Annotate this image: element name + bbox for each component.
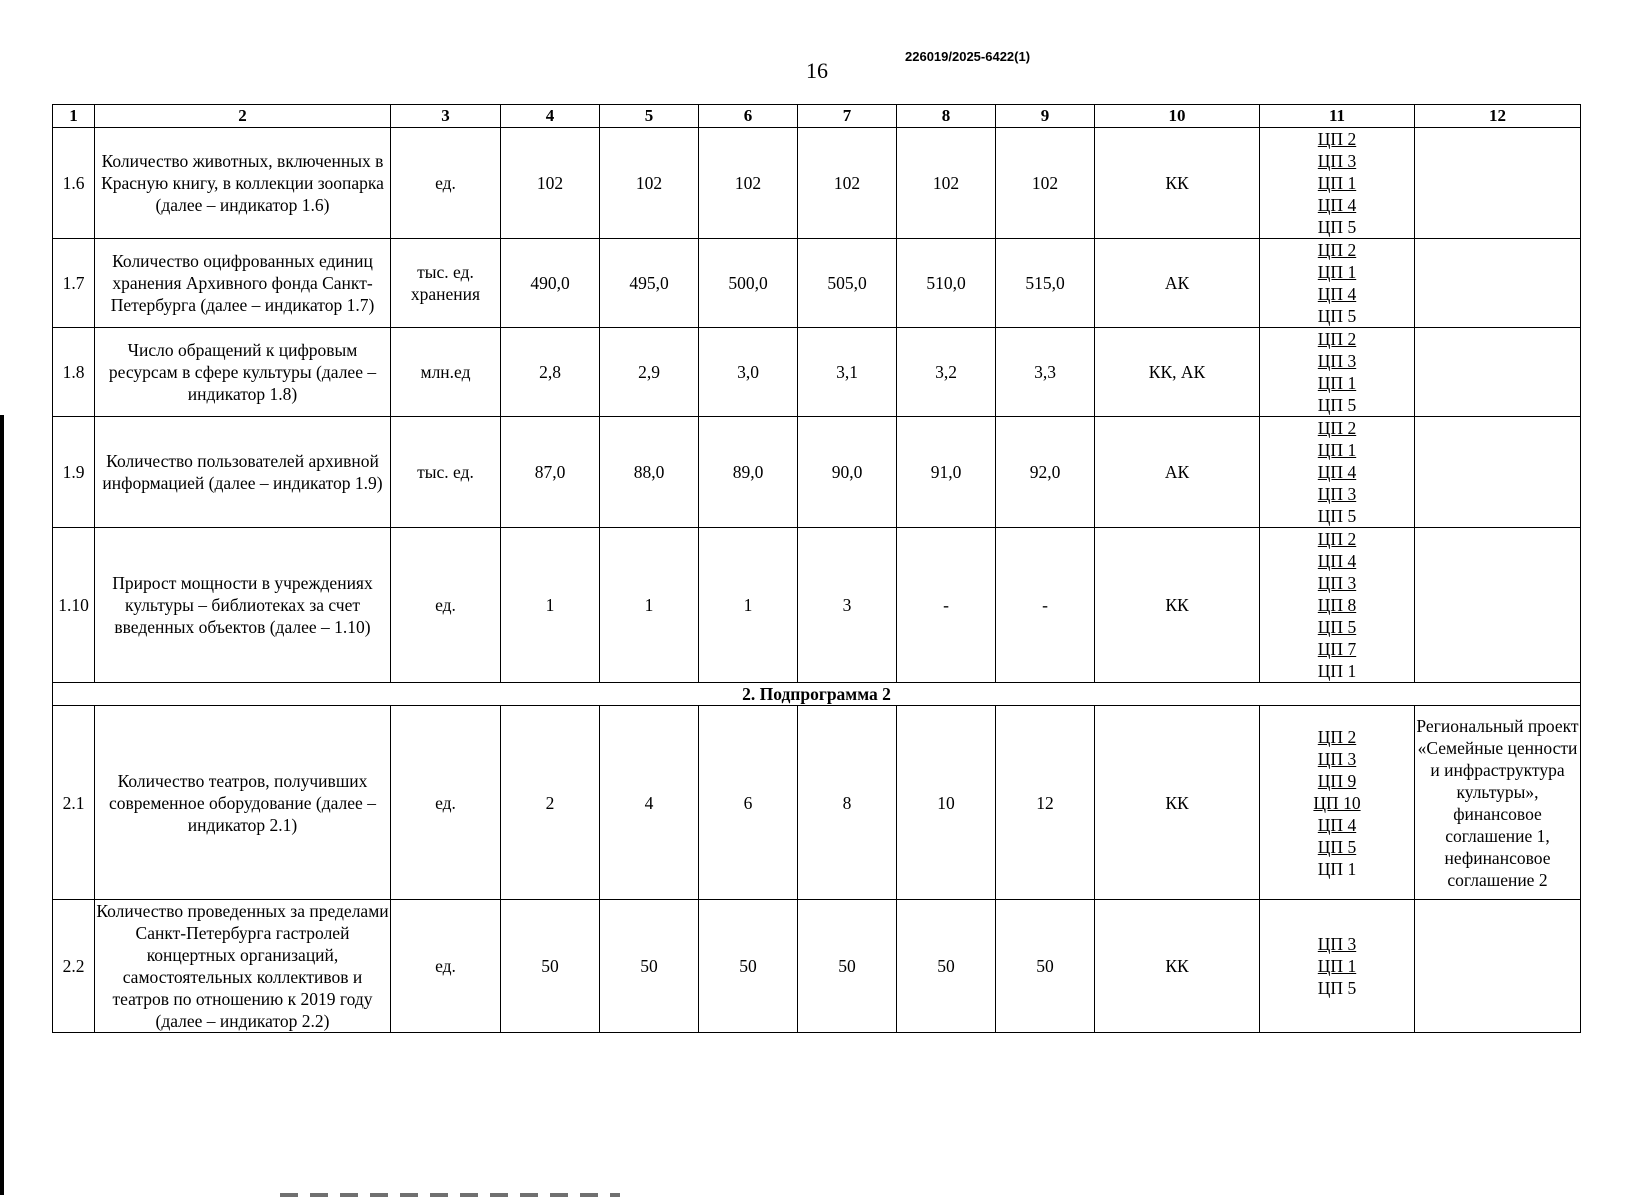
goal-indicator-item: ЦП 5 [1317,836,1357,857]
col-header-1: 1 [53,105,95,128]
goal-indicator-item: ЦП 8 [1317,595,1357,615]
table-row [53,239,1581,328]
table-row [53,528,1581,683]
value-col-7: 3,1 [798,328,897,417]
value-col-5: 88,0 [600,417,699,528]
indicator-number: 1.10 [53,528,95,683]
value-col-4: 87,0 [501,417,600,528]
col-header-8: 8 [897,105,996,128]
value-col-4: 50 [501,900,600,1033]
goal-indicator-item: ЦП 3 [1317,934,1357,954]
goal-indicator-item: ЦП 3 [1317,573,1357,593]
goal-indicator-item: ЦП 1 [1317,661,1357,681]
value-col-7: 505,0 [798,239,897,328]
value-col-5: 50 [600,900,699,1033]
goal-indicator-item: ЦП 1 [1317,858,1357,879]
value-col-4: 490,0 [501,239,600,328]
goal-indicator-item: ЦП 2 [1317,329,1357,349]
column-number-header-row [53,105,1581,128]
value-col-5: 2,9 [600,328,699,417]
unit-of-measure: тыс. ед. хранения [391,239,501,328]
subprogram-2-title: 2. Подпрограмма 2 [53,683,1581,706]
indicator-number: 1.7 [53,239,95,328]
unit-of-measure: млн.ед [391,328,501,417]
goal-indicator-item: ЦП 1 [1317,956,1357,976]
value-col-7: 50 [798,900,897,1033]
goal-indicators-list [1260,328,1415,417]
goal-indicator-item: ЦП 3 [1317,351,1357,371]
indicator-number: 2.1 [53,706,95,900]
value-col-6: 3,0 [699,328,798,417]
goal-indicator-item: ЦП 4 [1317,195,1357,215]
table-row [53,900,1581,1033]
goal-indicator-item: ЦП 2 [1317,129,1357,149]
value-col-8: 91,0 [897,417,996,528]
col-header-7: 7 [798,105,897,128]
value-col-9: 515,0 [996,239,1095,328]
goal-indicator-item: ЦП 1 [1317,173,1357,193]
value-col-8: 510,0 [897,239,996,328]
goal-indicator-item: ЦП 2 [1317,529,1357,549]
col-header-5: 5 [600,105,699,128]
value-col-4: 2,8 [501,328,600,417]
data-source: КК [1095,900,1260,1033]
goal-indicator-item: ЦП 10 [1313,792,1361,813]
page-number: 16 [806,58,828,83]
unit-of-measure: ед. [391,706,501,900]
goal-indicators-list [1260,706,1415,900]
col-header-11: 11 [1260,105,1415,128]
row-note [1415,900,1581,1033]
unit-of-measure: ед. [391,900,501,1033]
goal-indicator-item: ЦП 4 [1317,551,1357,571]
section-header-row [53,683,1581,706]
goal-indicator-item: ЦП 4 [1317,814,1357,835]
table-row [53,128,1581,239]
value-col-7: 3 [798,528,897,683]
value-col-9: 12 [996,706,1095,900]
value-col-6: 500,0 [699,239,798,328]
goal-indicator-item: ЦП 5 [1317,978,1357,998]
value-col-6: 89,0 [699,417,798,528]
value-col-5: 102 [600,128,699,239]
value-col-8: 50 [897,900,996,1033]
value-col-5: 1 [600,528,699,683]
indicator-name: Количество оцифрованных единиц хранения Архивного фонда Санкт-Петербурга (далее – индикатор 1.7) [95,239,391,328]
indicators-table [52,104,1581,1033]
value-col-8: 3,2 [897,328,996,417]
goal-indicators-list [1260,900,1415,1033]
goal-indicator-item: ЦП 4 [1317,284,1357,304]
value-col-7: 8 [798,706,897,900]
goal-indicator-item: ЦП 3 [1317,151,1357,171]
table-row [53,417,1581,528]
goal-indicator-item: ЦП 1 [1317,373,1357,393]
col-header-9: 9 [996,105,1095,128]
value-col-6: 50 [699,900,798,1033]
col-header-6: 6 [699,105,798,128]
goal-indicator-item: ЦП 2 [1317,240,1357,260]
goal-indicator-item: ЦП 2 [1317,726,1357,747]
data-source: КК [1095,128,1260,239]
row-note [1415,328,1581,417]
goal-indicator-item: ЦП 1 [1317,262,1357,282]
unit-of-measure: ед. [391,128,501,239]
unit-of-measure: ед. [391,528,501,683]
value-col-9: 102 [996,128,1095,239]
data-source: АК [1095,417,1260,528]
row-note: Региональный проект «Семейные ценности и инфраструктура культуры», финансовое соглашение 1, нефинансовое соглашение 2 [1415,706,1581,900]
value-col-8: - [897,528,996,683]
value-col-9: 50 [996,900,1095,1033]
data-source: КК, АК [1095,328,1260,417]
goal-indicator-item: ЦП 5 [1317,506,1357,526]
row-note [1415,239,1581,328]
indicator-number: 1.8 [53,328,95,417]
value-col-8: 102 [897,128,996,239]
value-col-5: 495,0 [600,239,699,328]
value-col-6: 102 [699,128,798,239]
value-col-6: 6 [699,706,798,900]
indicator-name: Количество животных, включенных в Красную книгу, в коллекции зоопарка (далее – индикатор 1.6) [95,128,391,239]
value-col-7: 102 [798,128,897,239]
indicator-number: 2.2 [53,900,95,1033]
scan-bottom-artifact [280,1193,620,1197]
document-registration-code: 226019/2025-6422(1) [905,49,1031,64]
value-col-9: 3,3 [996,328,1095,417]
col-header-2: 2 [95,105,391,128]
value-col-4: 2 [501,706,600,900]
col-header-10: 10 [1095,105,1260,128]
goal-indicator-item: ЦП 3 [1317,748,1357,769]
indicator-name: Количество пользователей архивной информацией (далее – индикатор 1.9) [95,417,391,528]
indicator-number: 1.9 [53,417,95,528]
goal-indicator-item: ЦП 5 [1317,306,1357,326]
goal-indicators-list [1260,528,1415,683]
indicator-name: Прирост мощности в учреждениях культуры – библиотеках за счет введенных объектов (далее – 1.10) [95,528,391,683]
value-col-9: - [996,528,1095,683]
table-row [53,328,1581,417]
row-note [1415,528,1581,683]
row-note [1415,417,1581,528]
col-header-4: 4 [501,105,600,128]
data-source: КК [1095,528,1260,683]
goal-indicator-item: ЦП 1 [1317,440,1357,460]
value-col-4: 1 [501,528,600,683]
col-header-3: 3 [391,105,501,128]
indicator-name: Число обращений к цифровым ресурсам в сфере культуры (далее – индикатор 1.8) [95,328,391,417]
value-col-8: 10 [897,706,996,900]
goal-indicator-item: ЦП 5 [1317,395,1357,415]
value-col-9: 92,0 [996,417,1095,528]
value-col-4: 102 [501,128,600,239]
goal-indicator-item: ЦП 3 [1317,484,1357,504]
data-source: АК [1095,239,1260,328]
row-note [1415,128,1581,239]
value-col-7: 90,0 [798,417,897,528]
indicator-number: 1.6 [53,128,95,239]
goal-indicators-list [1260,417,1415,528]
indicator-name: Количество театров, получивших современное оборудование (далее – индикатор 2.1) [95,706,391,900]
data-source: КК [1095,706,1260,900]
indicator-name: Количество проведенных за пределами Санкт-Петербурга гастролей концертных организаций, самостоятельных коллективов и театров по отношению к 2019 году (далее – индикатор 2.2) [96,901,389,1031]
goal-indicator-item: ЦП 5 [1317,617,1357,637]
table-row [53,706,1581,900]
unit-of-measure: тыс. ед. [391,417,501,528]
subprogram-1-body [53,128,1581,1033]
scan-left-edge [0,415,4,1195]
goal-indicators-list [1260,128,1415,239]
goal-indicator-item: ЦП 4 [1317,462,1357,482]
goal-indicator-item: ЦП 7 [1317,639,1357,659]
value-col-6: 1 [699,528,798,683]
goal-indicators-list [1260,239,1415,328]
goal-indicator-item: ЦП 9 [1317,770,1357,791]
goal-indicator-item: ЦП 2 [1317,418,1357,438]
goal-indicator-item: ЦП 5 [1317,217,1357,237]
col-header-12: 12 [1415,105,1581,128]
value-col-5: 4 [600,706,699,900]
